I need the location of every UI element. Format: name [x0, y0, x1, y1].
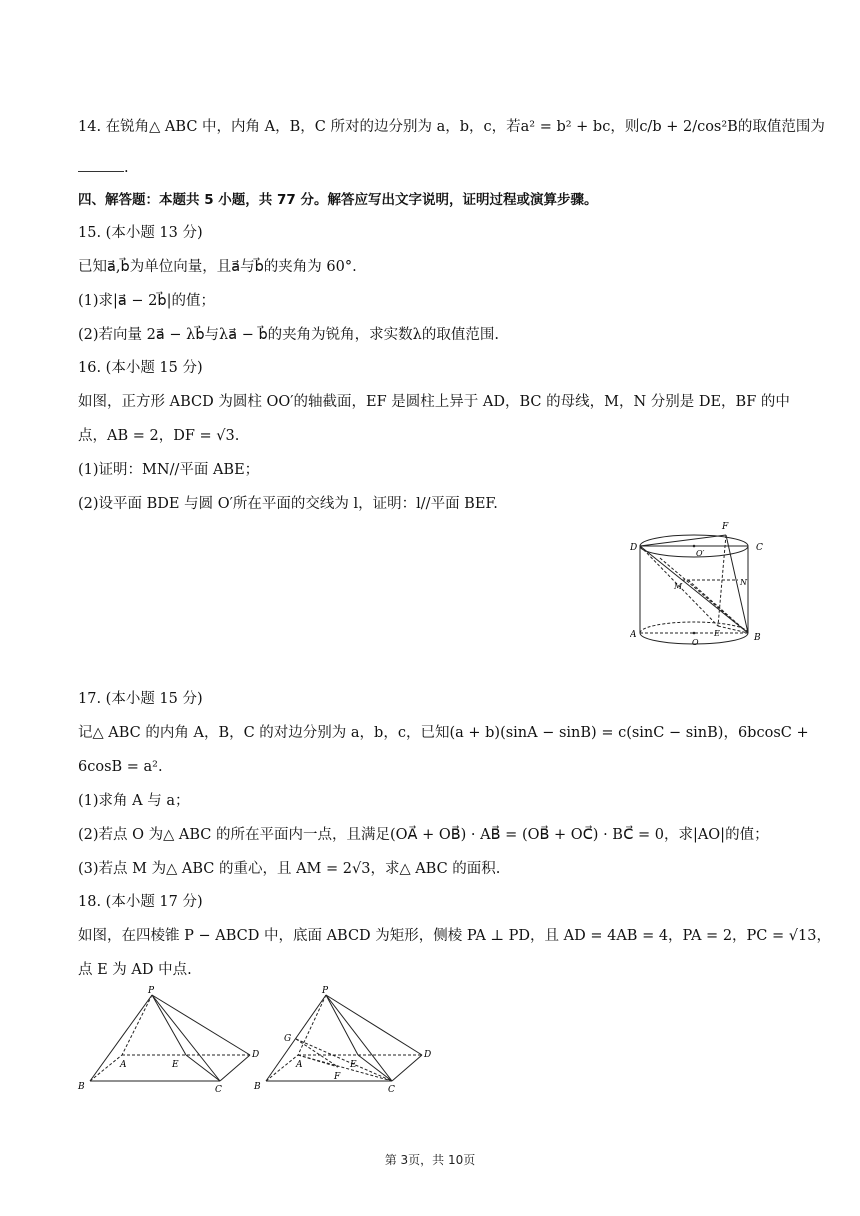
- label-E: E: [172, 1060, 179, 1070]
- q15-header: 15. (本小题 13 分): [78, 225, 203, 241]
- q17-stem1: 记△ ABC 的内角 A，B，C 的对边分别为 a，b，c，已知(a + b)(sinA − sinB) = c(sinC − sinB)，6bcosC +: [78, 725, 809, 741]
- label-C: C: [215, 1085, 222, 1095]
- q14-line2: [78, 158, 129, 178]
- q14-line1: 14. 在锐角△ ABC 中，内角 A，B，C 所对的边分别为 a，b，c，若a² = b² + bc，则c/b + 2/cos²B的取值范围为: [78, 119, 825, 135]
- label-G: G: [284, 1034, 292, 1044]
- q16-header: 16. (本小题 15 分): [78, 360, 203, 376]
- label-A: A: [120, 1060, 127, 1070]
- label-C: C: [388, 1085, 395, 1095]
- pyramid-figure-1: [72, 985, 267, 1095]
- label-O: O: [692, 638, 699, 647]
- label-N: N: [740, 578, 747, 587]
- cylinder-figure: [630, 518, 770, 652]
- q17-part1: (1)求角 A 与 a；: [78, 793, 190, 809]
- label-F: F: [334, 1072, 341, 1082]
- q16-stem2: 点，AB = 2，DF = √3.: [78, 428, 240, 444]
- answer-blank: [78, 159, 124, 172]
- q16-part2: (2)设平面 BDE 与圆 O′所在平面的交线为 l，证明：l//平面 BEF.: [78, 496, 498, 512]
- q16-part1: (1)证明：MN//平面 ABE；: [78, 462, 260, 478]
- q15-stem: 已知a⃗,b⃗为单位向量，且a⃗与b⃗的夹角为 60°.: [78, 259, 357, 275]
- q16-stem1: 如图，正方形 ABCD 为圆柱 OO′的轴截面，EF 是圆柱上异于 AD，BC 的母线，M，N 分别是 DE，BF 的中: [78, 394, 790, 410]
- q17-header: 17. (本小题 15 分): [78, 691, 203, 707]
- label-D: D: [424, 1050, 432, 1060]
- label-A: A: [296, 1060, 303, 1070]
- label-B: B: [254, 1082, 261, 1092]
- page-footer: 第 3页，共 10页: [384, 1153, 476, 1167]
- q17-stem2: 6cosB = a².: [78, 759, 163, 775]
- label-P: P: [322, 986, 329, 996]
- label-D: D: [630, 543, 638, 553]
- q15-part2: (2)若向量 2a⃗ − λb⃗与λa⃗ − b⃗的夹角为锐角，求实数λ的取值范围.: [78, 327, 499, 343]
- section-title: 四、解答题：本题共 5 小题，共 77 分。解答应写出文字说明，证明过程或演算步骤。: [78, 192, 598, 208]
- q14-period: .: [124, 160, 129, 176]
- label-M: M: [674, 582, 683, 591]
- q18-header: 18. (本小题 17 分): [78, 894, 203, 910]
- label-D: D: [252, 1050, 260, 1060]
- label-A: A: [630, 630, 637, 640]
- label-O1: O′: [696, 549, 705, 558]
- q17-part3: (3)若点 M 为△ ABC 的重心，且 AM = 2√3，求△ ABC 的面积.: [78, 861, 501, 877]
- label-E: E: [714, 629, 720, 638]
- q18-stem2: 点 E 为 AD 中点.: [78, 962, 192, 978]
- label-C: C: [756, 543, 763, 553]
- q17-part2: (2)若点 O 为△ ABC 的所在平面内一点，且满足(OA⃗ + OB⃗) · AB⃗ = (OB⃗ + OC⃗) · BC⃗ = 0，求|AO|的值；: [78, 827, 769, 843]
- label-F: F: [722, 522, 729, 532]
- label-E: E: [350, 1060, 357, 1070]
- q15-part1: (1)求|a⃗ − 2b⃗|的值；: [78, 293, 215, 309]
- q18-stem1: 如图，在四棱锥 P − ABCD 中，底面 ABCD 为矩形，侧棱 PA ⊥ PD，且 AD = 4AB = 4，PA = 2，PC = √13，: [78, 928, 831, 944]
- label-P: P: [148, 986, 155, 996]
- label-B: B: [754, 633, 761, 643]
- pyramid-figure-2: [248, 985, 443, 1095]
- label-B: B: [78, 1082, 85, 1092]
